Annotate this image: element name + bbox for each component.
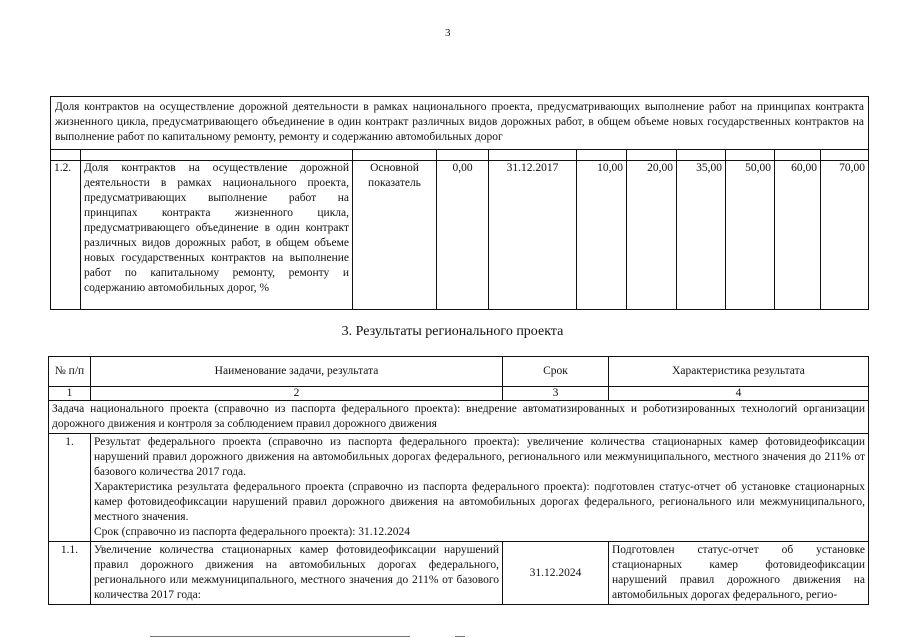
header-num: № п/п bbox=[49, 357, 91, 387]
row-number: 1.1. bbox=[49, 542, 91, 605]
result-characteristic: Подготовлен статус-отчет об установке стационарных камер фотовидеофиксации нарушений правил дорожного движения на автомобильных дорогах федерального, регио- bbox=[609, 542, 869, 605]
base-date: 31.12.2017 bbox=[489, 161, 577, 310]
result-name: Увеличение количества стационарных камер фотовидеофиксации нарушений правил дорожного движения на автомобильных дорогах федерального, регионального или межмуниципального, местного значения до 211% от базового количества 2017 года: bbox=[91, 542, 503, 605]
federal-result-cell bbox=[91, 434, 869, 542]
scan-edge-line bbox=[150, 636, 410, 637]
index-cell: 4 bbox=[609, 387, 869, 401]
index-cell: 1 bbox=[49, 387, 91, 401]
base-value: 0,00 bbox=[437, 161, 489, 310]
indicator-type: Основной показатель bbox=[353, 161, 437, 310]
header-name: Наименование задачи, результата bbox=[91, 357, 503, 387]
table-row bbox=[49, 434, 869, 542]
year-value: 10,00 bbox=[577, 161, 627, 310]
federal-result: Результат федерального проекта (справочно из паспорта федерального проекта): увеличение количества стационарных камер фотовидеофиксации нарушений правил дорожного движения на автомобильных дорогах федерального, регионального или межмуниципального, местного значения до 211% от базового количества 2017 года. bbox=[94, 436, 865, 478]
task-row: Задача национального проекта (справочно из паспорта федерального проекта): внедрение автоматизированных и роботизированных технологий организации дорожного движения и контроля за соблюдением правил дорожного движения bbox=[49, 401, 869, 434]
index-cell: 2 bbox=[91, 387, 503, 401]
row-number: 1.2. bbox=[51, 161, 81, 310]
header-characteristic: Характеристика результата bbox=[609, 357, 869, 387]
result-term: 31.12.2024 bbox=[503, 542, 609, 605]
header-term: Срок bbox=[503, 357, 609, 387]
table-row bbox=[49, 542, 869, 605]
year-value: 60,00 bbox=[775, 161, 821, 310]
page-number: 3 bbox=[445, 27, 451, 39]
federal-result-characteristic: Характеристика результата федерального проекта (справочно из паспорта федерального проекта): подготовлен статус-отчет об установке стационарных камер фотовидеофиксации нарушений правил дорожного движения на автомобильных дорогах федерального, регионального или межмуниципального, местного значения. bbox=[94, 481, 865, 523]
year-value: 70,00 bbox=[821, 161, 869, 310]
indicator-group-header: Доля контрактов на осуществление дорожной деятельности в рамках национального проекта, предусматривающих выполнение работ на принципах контракта жизненного цикла, предусматривающего объединение в один контракт различных видов дорожных работ, в общем объеме новых государственных контрактов на выполнение работ по капитальному ремонту, ремонту и содержанию автомобильных дорог bbox=[51, 97, 869, 150]
index-cell: 3 bbox=[503, 387, 609, 401]
indicator-name: Доля контрактов на осуществление дорожной деятельности в рамках национального проекта, предусматривающих выполнение работ на принципах контракта жизненного цикла, предусматривающего объединение в один контракт различных видов дорожных работ, в общем объеме новых государственных контрактов на выполнение работ по капитальному ремонту, ремонту и содержанию автомобильных дорог, % bbox=[81, 161, 353, 310]
year-value: 35,00 bbox=[677, 161, 726, 310]
year-value: 20,00 bbox=[627, 161, 677, 310]
row-number: 1. bbox=[49, 434, 91, 542]
indicators-table bbox=[50, 96, 869, 310]
scan-edge-mark bbox=[455, 636, 465, 637]
section-title: 3. Результаты регионального проекта bbox=[341, 324, 564, 339]
federal-result-term: Срок (справочно из паспорта федерального проекта): 31.12.2024 bbox=[94, 526, 411, 538]
results-table bbox=[48, 356, 869, 605]
year-value: 50,00 bbox=[726, 161, 775, 310]
table-row bbox=[51, 161, 869, 310]
